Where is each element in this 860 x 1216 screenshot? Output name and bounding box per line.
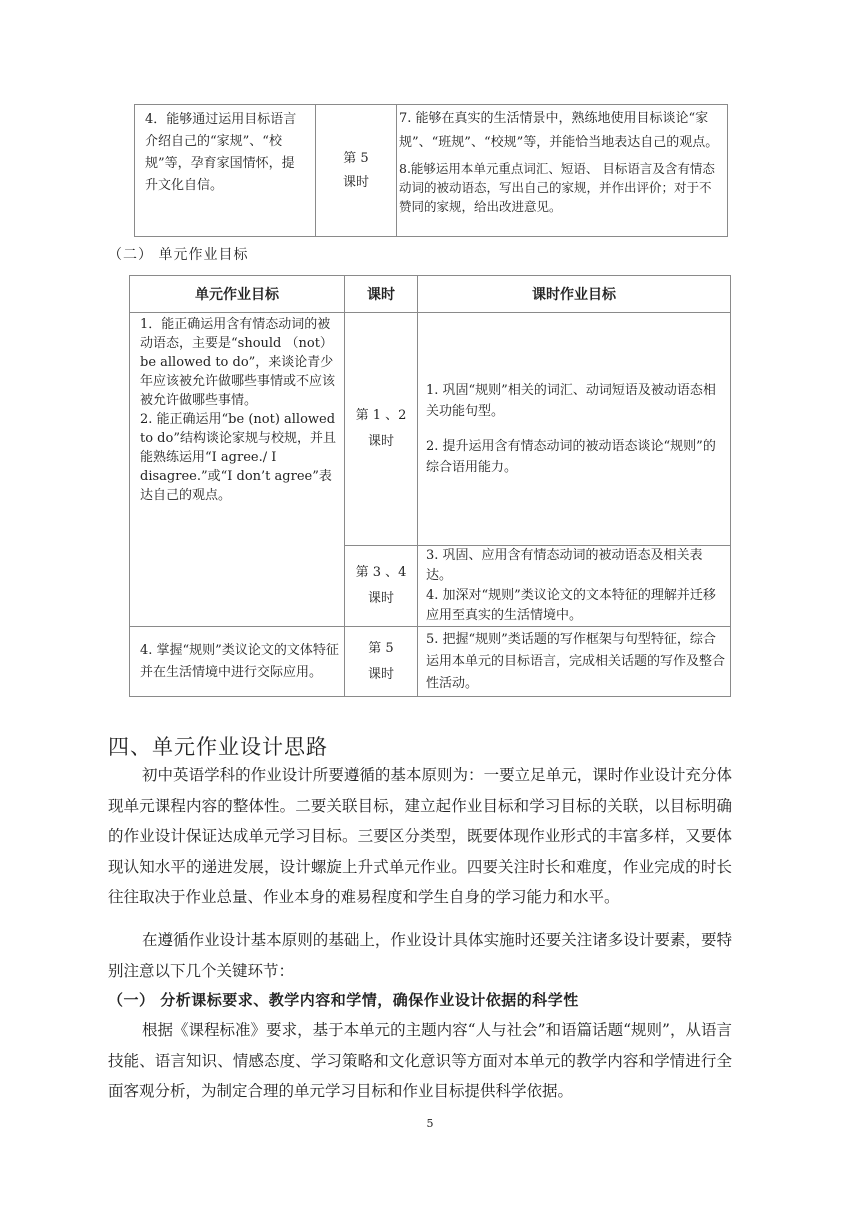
table-row xyxy=(130,627,731,697)
section-title: 四、单元作业设计思路 xyxy=(108,735,328,759)
table-row xyxy=(130,313,731,546)
table-row xyxy=(135,105,728,237)
header-period: 课时 xyxy=(345,276,418,313)
unit-goal-1-2: 1．能正确运用含有情态动词的被动语态，主要是“should （not） be allowed to do”，来谈论青少年应该被允许做哪些事情或不应该被允许做哪些事情。 2. 能正确运用“be (not) allowed to do”结构谈论家规与校规，并且能熟练运用“I agree./ I disagree.”或“I don’t agree”表达自己的观点。 xyxy=(130,313,345,627)
lesson-goal-2: 2. 提升运用含有情态动词的被动语态谈论“规则”的综合语用能力。 xyxy=(426,439,716,475)
period-3-4: 第 3 、4 课时 xyxy=(345,546,418,627)
table-header-row xyxy=(130,276,731,313)
period-text: 第 5 课时 xyxy=(342,150,369,190)
period-5: 第 5 课时 xyxy=(345,627,418,697)
lesson-goals-1-2 xyxy=(418,313,731,546)
subsection-title: （一） 分析课标要求、教学内容和学情，确保作业设计依据的科学性 xyxy=(108,991,579,1009)
paragraph-principles: 初中英语学科的作业设计所要遵循的基本原则为：一要立足单元，课时作业设计充分体现单元课程内容的整体性。二要关联目标，建立起作业目标和学习目标的关联，以目标明确的作业设计保证达成单元学习目标。三要区分类型，既要体现作业形式的丰富多样，又要体现认知水平的递进发展，设计螺旋上升式单元作业。四要关注时长和难度，作业完成的时长往往取决于作业总量、作业本身的难易程度和学生自身的学习能力和水平。 xyxy=(108,766,732,906)
lesson-goals-cell xyxy=(397,105,728,237)
unit-goal-4: 4. 掌握“规则”类议论文的文体特征并在生活情境中进行交际应用。 xyxy=(130,627,345,697)
unit-goal-4-cell: 4．能够通过运用目标语言介绍自己的“家规”、“校规”等，孕育家国情怀，提升文化自信。 xyxy=(135,105,316,237)
period-cell xyxy=(316,105,397,237)
lesson-goals-3-4: 3. 巩固、应用含有情态动词的被动语态及相关表达。 4. 加深对“规则”类议论文的文本特征的理解并迁移应用至真实的生活情境中。 xyxy=(418,546,731,627)
homework-goals-table xyxy=(129,275,731,697)
lesson-goal-8: 8.能够运用本单元重点词汇、短语、 目标语言及含有情态动词的被动语态，写出自己的家规，并作出评价；对于不赞同的家规，给出改进意见。 xyxy=(399,161,715,214)
paragraph-analysis: 根据《课程标准》要求，基于本单元的主题内容“人与社会”和语篇话题“规则”，从语言技能、语言知识、情感态度、学习策略和文化意识等方面对本单元的教学内容和学情进行全面客观分析，为制定合理的单元学习目标和作业目标提供科学依据。 xyxy=(108,1021,732,1100)
page-number: 5 xyxy=(426,1117,434,1130)
lesson-goal-7: 7. 能够在真实的生活情景中，熟练地使用目标谈论“家规”、“班规”、“校规”等，并能恰当地表达自己的观点。 xyxy=(399,111,719,150)
header-unit-goals: 单元作业目标 xyxy=(130,276,345,313)
paragraph-key-steps: 在遵循作业设计基本原则的基础上，作业设计具体实施时还要关注诸多设计要素，要特别注意以下几个关键环节： xyxy=(108,931,732,980)
lesson-goal-5: 5. 把握“规则”类话题的写作框架与句型特征，综合运用本单元的目标语言，完成相关话题的写作及整合性活动。 xyxy=(418,627,731,697)
lesson-goal-1: 1. 巩固“规则”相关的词汇、动词短语及被动语态相关功能句型。 xyxy=(426,383,716,419)
header-lesson-goals: 课时作业目标 xyxy=(418,276,731,313)
period-1-2: 第 1 、2 课时 xyxy=(345,313,418,546)
unit-goals-table-continued xyxy=(134,104,728,237)
subheading-homework-goals: （二） 单元作业目标 xyxy=(108,247,249,263)
